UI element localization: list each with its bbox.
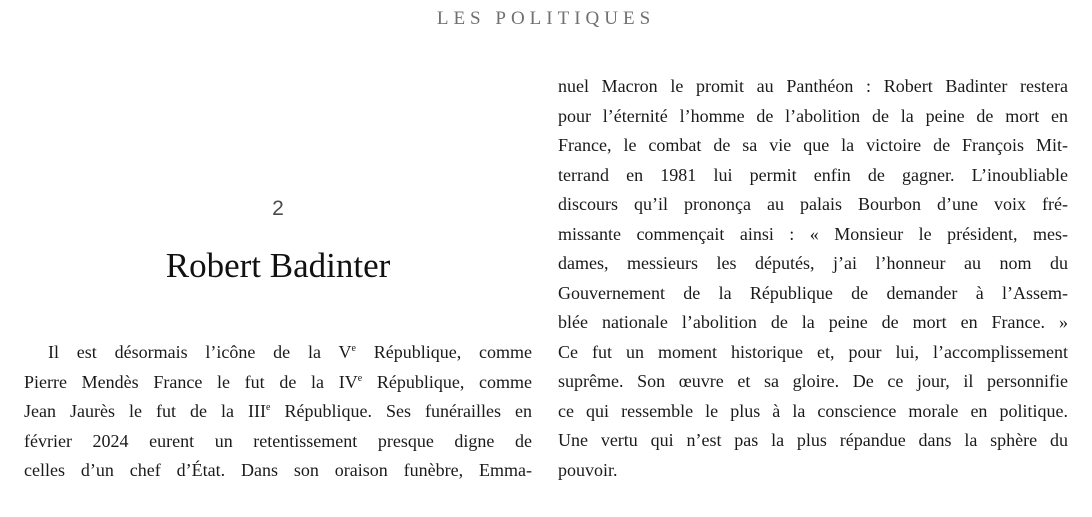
text-fragment: République, comme <box>355 342 533 362</box>
text-line <box>24 338 532 368</box>
text-line: missante commençait ainsi : « Monsieur le président, mes- <box>558 223 1068 244</box>
running-head: LES POLITIQUES <box>436 8 656 29</box>
text-line: suprême. Son œuvre et sa gloire. De ce jour, il personnifie <box>558 371 1068 391</box>
chapter-number: 2 <box>272 197 284 220</box>
text-fragment: Pierre Mendès France le fut de la IV <box>24 371 358 392</box>
text-line <box>24 427 532 457</box>
superscript: e <box>357 372 363 384</box>
text-fragment: Jean Jaurès le fut de la III <box>24 401 267 421</box>
text-line: France, le combat de sa vie que la victoire de François Mit- <box>558 135 1068 155</box>
chapter-title: Robert Badinter <box>165 246 391 285</box>
text-fragment: février 2024 eurent un retentissement presque digne de <box>24 430 532 451</box>
text-line: terrand en 1981 lui permit enfin de gagner. L’inoubliable <box>558 164 1068 185</box>
text-line: dames, messieurs les députés, j’ai l’honneur au nom du <box>558 253 1068 273</box>
text-fragment: celles d’un chef d’État. Dans son oraison funèbre, Emma- <box>24 460 532 480</box>
superscript: e <box>266 402 271 413</box>
text-line <box>24 397 532 427</box>
text-line: blée nationale l’abolition de la peine de mort en France. » <box>558 312 1068 332</box>
text-line: Une vertu qui n’est pas la plus répandue dans la sphère du <box>558 430 1068 450</box>
text-line: Ce fut un moment historique et, pour lui, l’accomplissement <box>558 341 1068 362</box>
text-line: discours qu’il prononça au palais Bourbon d’une voix fré- <box>558 194 1068 214</box>
superscript: e <box>351 343 356 354</box>
text-line: pouvoir. <box>558 459 618 480</box>
text-line <box>24 456 532 486</box>
left-text-column <box>24 338 532 486</box>
text-line <box>24 368 532 398</box>
text-line: pour l’éternité l’homme de l’abolition de la peine de mort en <box>558 105 1068 126</box>
text-fragment: Il est désormais l’icône de la V <box>48 342 352 362</box>
text-line: nuel Macron le promit au Panthéon : Robert Badinter restera <box>558 76 1068 96</box>
text-fragment: République, comme <box>362 371 532 392</box>
text-line: ce qui ressemble le plus à la conscience morale en politique. <box>558 400 1068 421</box>
text-fragment: République. Ses funérailles en <box>270 401 532 421</box>
text-line: Gouvernement de la République de demander à l’Assem- <box>558 282 1068 303</box>
right-text-column <box>558 72 1068 485</box>
